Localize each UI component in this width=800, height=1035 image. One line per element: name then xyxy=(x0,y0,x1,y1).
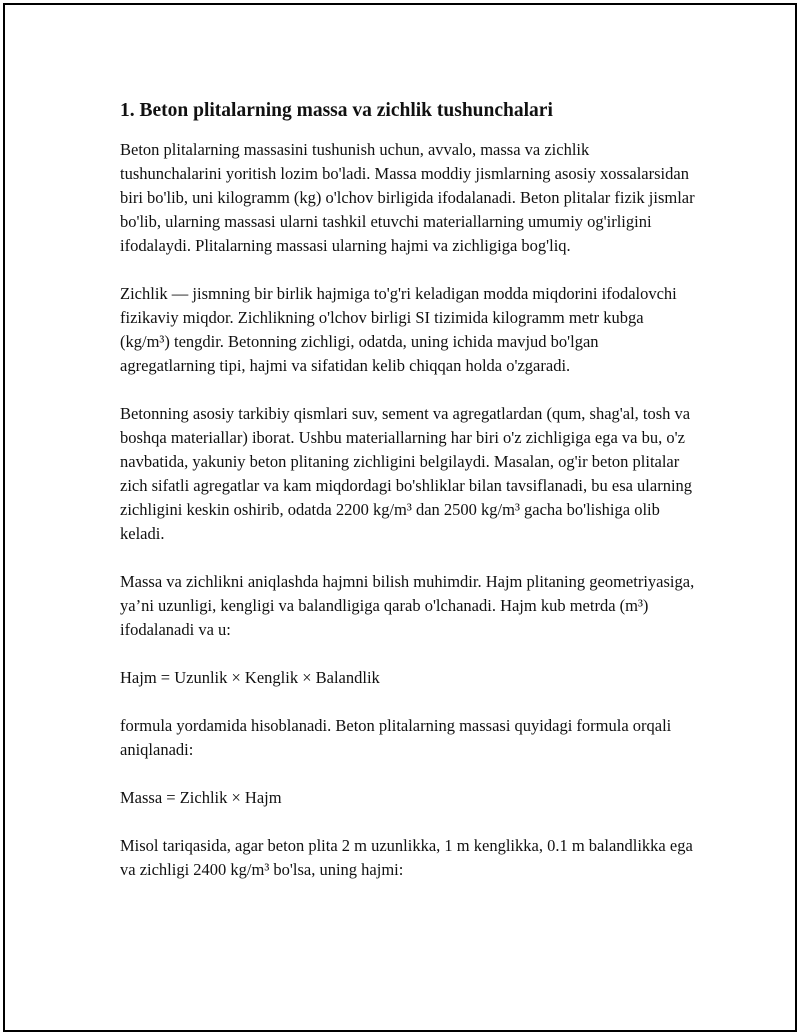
formula-mass: Massa = Zichlik × Hajm xyxy=(120,788,282,807)
paragraph-example: Misol tariqasida, agar beton plita 2 m uzunlikka, 1 m kenglikka, 0.1 m balandlikka ega va zichligi 2400 kg/m³ bo'lsa, uning hajmi: xyxy=(120,836,693,879)
paragraph-density-definition: Zichlik — jismning bir birlik hajmiga to'g'ri keladigan modda miqdorini ifodalovchi fizikaviy miqdor. Zichlikning o'lchov birligi SI tizimida kilogramm metr kubga (kg/m³) tengdir. Betonning zichligi, odatda, uning ichida mavjud bo'lgan agregatlarning tipi, hajmi va sifatidan kelib chiqqan holda o'zgaradi. xyxy=(120,284,677,375)
paragraph-mass-intro: Beton plitalarning massasini tushunish uchun, avvalo, massa va zichlik tushunchalarini yoritish lozim bo'ladi. Massa moddiy jismlarning asosiy xossalarsidan biri bo'lib, uni kilogramm (kg) o'lchov birligida ifodalanadi. Beton plitalar fizik jismlar bo'lib, ularning massasi ularni tashkil etuvchi materiallarning umumiy og'irligini ifodalaydi. Plitalarning massasi ularning hajmi va zichligiga bog'liq. xyxy=(120,140,695,255)
paragraph-mass-formula-intro: formula yordamida hisoblanadi. Beton plitalarning massasi quyidagi formula orqali aniqlanadi: xyxy=(120,716,672,759)
paragraph-concrete-components: Betonning asosiy tarkibiy qismlari suv, sement va agregatlardan (qum, shag'al, tosh va boshqa materiallar) iborat. Ushbu materiallarning har biri o'z zichligiga ega va bu, o'z navbatida, yakuniy beton plitaning zichligini belgilaydi. Masalan, og'ir beton plitalar zich sifatli agregatlar va kam miqdordagi bo'shliklar bilan tavsiflanadi, bu esa ularning zichligini keskin oshirib, odatda 2200 kg/m³ dan 2500 kg/m³ gacha bo'lishiga olib keladi. xyxy=(120,404,693,543)
document-body xyxy=(120,98,695,906)
formula-volume: Hajm = Uzunlik × Kenglik × Balandlik xyxy=(120,668,380,687)
paragraph-volume-intro: Massa va zichlikni aniqlashda hajmni bilish muhimdir. Hajm plitaning geometriyasiga, ya’ni uzunligi, kengligi va balandligiga qarab o'lchanadi. Hajm kub metrda (m³) ifodalanadi va u: xyxy=(120,572,695,639)
page-frame xyxy=(3,3,797,1032)
section-heading: 1. Beton plitalarning massa va zichlik tushunchalari xyxy=(120,100,553,121)
